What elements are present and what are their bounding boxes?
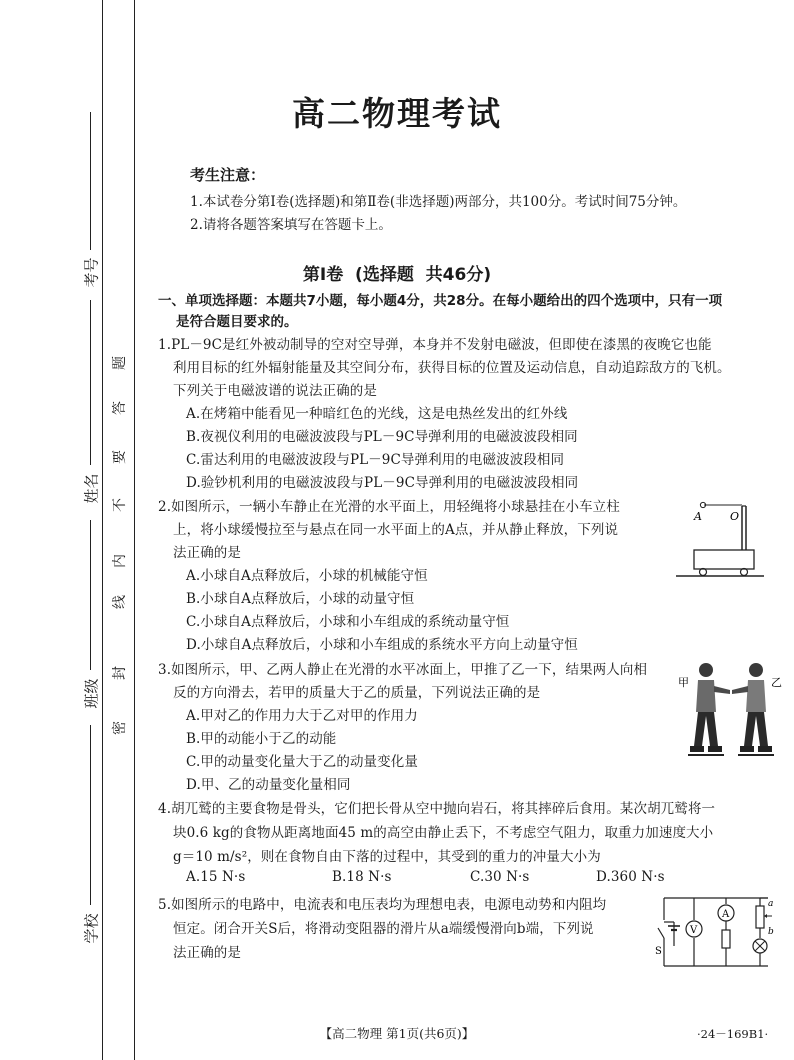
- binding-line-inner: [134, 0, 135, 1060]
- answer-option[interactable]: B.夜视仪利用的电磁波波段与PL－9C导弹利用的电磁波波段相同: [186, 429, 578, 445]
- cart-pendulum-figure: [672, 492, 768, 580]
- question-stem-line: 利用目标的红外辐射能量及其空间分布，获得目标的位置及运动信息，自动追踪敌方的飞机。: [173, 360, 731, 376]
- answer-option[interactable]: B.小球自A点释放后，小球的动量守恒: [186, 591, 415, 607]
- question-stem-line: 反的方向滑去，若甲的质量大于乙的质量，下列说法正确的是: [173, 685, 541, 701]
- question-stem-line: 块0.6 kg的食物从距离地面45 m的高空由静止丢下，不考虑空气阻力，取重力加速度大小: [173, 825, 714, 841]
- seal-char: 密: [112, 721, 128, 735]
- question-stem-line: 下列关于电磁波谱的说法正确的是: [173, 383, 377, 399]
- question-stem-line: 3.如图所示，甲、乙两人静止在光滑的水平冰面上，甲推了乙一下，结果两人向相: [158, 662, 648, 678]
- notice-item: 1.本试卷分第Ⅰ卷(选择题)和第Ⅱ卷(非选择题)两部分，共100分。考试时间75分钟。: [190, 194, 687, 210]
- notice-title: 考生注意：: [190, 166, 266, 184]
- answer-option[interactable]: D.小球自A点释放后，小球和小车组成的系统水平方向上动量守恒: [186, 637, 578, 653]
- seal-char: 要: [112, 450, 128, 464]
- question-stem-line: 1.PL－9C是红外被动制导的空对空导弹，本身并不发射电磁波，但即使在漆黑的夜晚它也能: [158, 337, 712, 353]
- seal-char: 封: [112, 666, 128, 680]
- answer-option[interactable]: A.小球自A点释放后，小球的机械能守恒: [186, 568, 428, 584]
- answer-option[interactable]: D.甲、乙的动量变化量相同: [186, 777, 351, 793]
- part-heading: 一、单项选择题：本题共7小题，每小题4分，共28分。在每小题给出的四个选项中，只有一项: [158, 293, 723, 309]
- field-blank-line: [90, 300, 91, 465]
- voltmeter-label: V: [690, 925, 698, 936]
- answer-option[interactable]: C.小球自A点释放后，小球和小车组成的系统动量守恒: [186, 614, 510, 630]
- binding-line-outer: [102, 0, 103, 1060]
- skaters-figure: [676, 654, 788, 766]
- seal-char: 不: [112, 498, 128, 512]
- question-stem-line: 法正确的是: [173, 545, 241, 561]
- field-label: 班级: [82, 678, 101, 709]
- field-blank-line: [90, 725, 91, 905]
- seal-char: 题: [112, 356, 128, 370]
- point-label: O: [730, 510, 740, 523]
- switch-label: S: [655, 946, 662, 957]
- question-stem-line: g＝10 m/s²，则在食物自由下落的过程中，其受到的重力的冲量大小为: [173, 849, 601, 865]
- seal-char: 答: [112, 401, 128, 415]
- question-stem-line: 2.如图所示，一辆小车静止在光滑的水平面上，用轻绳将小球悬挂在小车立柱: [158, 499, 620, 515]
- field-blank-line: [90, 520, 91, 670]
- field-label: 考号: [82, 257, 101, 288]
- answer-option[interactable]: A.15 N·s: [186, 869, 246, 885]
- rheostat-end-label: b: [768, 927, 774, 937]
- answer-option[interactable]: B.甲的动能小于乙的动能: [186, 731, 337, 747]
- seal-char: 内: [112, 554, 128, 568]
- answer-option[interactable]: D.验钞机利用的电磁波波段与PL－9C导弹利用的电磁波波段相同: [186, 475, 579, 491]
- part-heading: 是符合题目要求的。: [176, 314, 298, 330]
- skater-label: 甲: [678, 676, 689, 689]
- point-label: A: [694, 510, 702, 523]
- exam-code: ·24－169B1·: [697, 1027, 769, 1041]
- skater-label: 乙: [771, 676, 782, 689]
- answer-option[interactable]: C.雷达利用的电磁波波段与PL－9C导弹利用的电磁波波段相同: [186, 452, 565, 468]
- answer-option[interactable]: B.18 N·s: [332, 869, 392, 885]
- answer-option[interactable]: C.甲的动量变化量大于乙的动量变化量: [186, 754, 418, 770]
- page-footer: 【高二物理 第1页(共6页)】: [319, 1026, 475, 1041]
- question-stem-line: 上，将小球缓慢拉至与悬点在同一水平面上的A点，并从静止释放，下列说: [173, 522, 619, 538]
- answer-option[interactable]: A.在烤箱中能看见一种暗红色的光线，这是电热丝发出的红外线: [186, 406, 568, 422]
- rheostat-end-label: a: [768, 899, 774, 909]
- question-stem-line: 4.胡兀鹫的主要食物是骨头，它们把长骨从空中抛向岩石，将其摔碎后食用。某次胡兀鹫将一: [158, 801, 716, 817]
- question-stem-line: 5.如图所示的电路中，电流表和电压表均为理想电表，电源电动势和内阻均: [158, 897, 607, 913]
- question-stem-line: 恒定。闭合开关S后，将滑动变阻器的滑片从a端缓慢滑向b端，下列说: [173, 921, 594, 937]
- section-title: 第Ⅰ卷 (选择题 共46分): [302, 265, 492, 285]
- seal-char: 线: [112, 595, 128, 609]
- exam-title: 高二物理考试: [292, 94, 502, 133]
- answer-option[interactable]: A.甲对乙的作用力大于乙对甲的作用力: [186, 708, 418, 724]
- answer-option[interactable]: D.360 N·s: [596, 869, 665, 885]
- notice-item: 2.请将各题答案填写在答题卡上。: [190, 217, 392, 233]
- field-label: 姓名: [82, 473, 101, 504]
- ammeter-label: A: [722, 909, 730, 920]
- field-label: 学校: [82, 913, 101, 944]
- answer-option[interactable]: C.30 N·s: [470, 869, 530, 885]
- circuit-figure: [652, 892, 782, 972]
- question-stem-line: 法正确的是: [173, 945, 241, 961]
